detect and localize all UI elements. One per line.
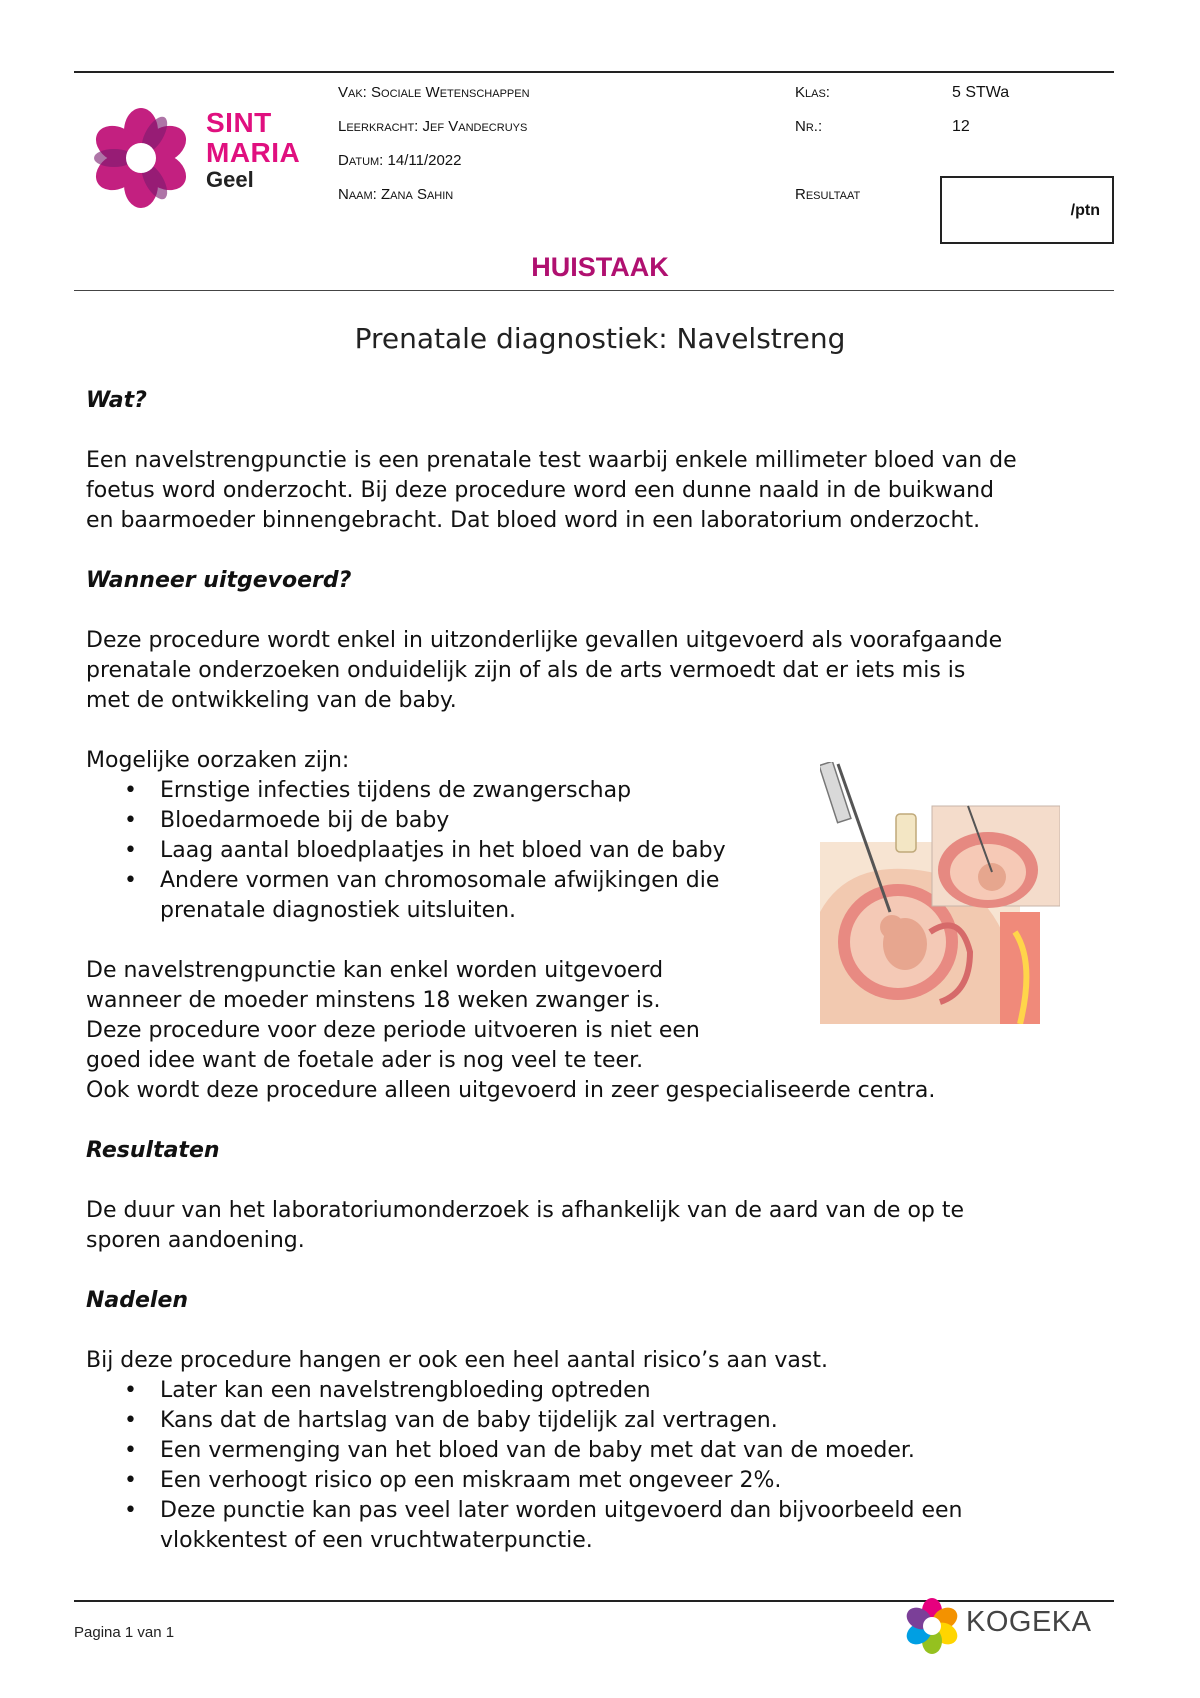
paragraph-line: foetus word onderzocht. Bij deze procedure word een dunne naald in de buikwand xyxy=(86,478,995,503)
flower-logo-icon xyxy=(86,108,196,208)
heading-resultaten: Resultaten xyxy=(86,1138,220,1163)
list-item: • Kans dat de hartslag van de baby tijdelijk zal vertragen. xyxy=(86,1406,1126,1436)
nr-value: 12 xyxy=(952,118,970,135)
list-item: • Een vermenging van het bloed van de baby met dat van de moeder. xyxy=(86,1436,1126,1466)
list-item: • Een verhoogt risico op een miskraam met ongeveer 2%. xyxy=(86,1466,1126,1496)
top-rule xyxy=(74,71,1114,73)
kogeka-wordmark: KOGEKA xyxy=(966,1606,1092,1638)
result-box xyxy=(940,176,1114,244)
paragraph-line: goed idee want de foetale ader is nog veel te teer. xyxy=(86,1048,644,1073)
paragraph-line: met de ontwikkeling van de baby. xyxy=(86,688,457,713)
heading-nadelen: Nadelen xyxy=(86,1288,189,1313)
paragraph-line: sporen aandoening. xyxy=(86,1228,305,1253)
logo-sint: SINT xyxy=(206,107,272,138)
paragraph-line: Deze procedure wordt enkel in uitzonderlijke gevallen uitgevoerd als voorafgaande xyxy=(86,628,1003,653)
nadelen-intro: Bij deze procedure hangen er ook een heel aantal risico’s aan vast. xyxy=(86,1348,828,1373)
logo-wordmark xyxy=(206,108,300,192)
list-item: • Ernstige infecties tijdens de zwangerschap xyxy=(86,776,1126,806)
naam-field: Naam: Zana Sahin xyxy=(338,186,454,203)
paragraph-line: Ook wordt deze procedure alleen uitgevoerd in zeer gespecialiseerde centra. xyxy=(86,1078,936,1103)
heading-wanneer: Wanneer uitgevoerd? xyxy=(86,568,352,593)
logo-geel: Geel xyxy=(206,167,254,192)
page-banner: HUISTAAK xyxy=(531,252,669,282)
heading-wat: Wat? xyxy=(86,388,147,413)
list-item: • Andere vormen van chromosomale afwijkingen die xyxy=(86,866,1126,896)
list-item: • Bloedarmoede bij de baby xyxy=(86,806,1126,836)
list-item: • Deze punctie kan pas veel later worden uitgevoerd dan bijvoorbeeld een xyxy=(86,1496,1126,1526)
nr-label: Nr.: xyxy=(795,118,823,135)
cordocentesis-illustration xyxy=(820,762,1060,1024)
paragraph-line: De navelstrengpunctie kan enkel worden uitgevoerd xyxy=(86,958,664,983)
klas-label: Klas: xyxy=(795,84,830,101)
leerkracht-field: Leerkracht: Jef Vandecruys xyxy=(338,118,528,135)
page-title: Prenatale diagnostiek: Navelstreng xyxy=(354,322,846,355)
medical-illustration-icon xyxy=(820,762,1060,1024)
datum-field: Datum: 14/11/2022 xyxy=(338,152,462,169)
paragraph-line: Een navelstrengpunctie is een prenatale test waarbij enkele millimeter bloed van de xyxy=(86,448,1017,473)
vak-field: Vak: Sociale Wetenschappen xyxy=(338,84,530,101)
list-item: • Later kan een navelstrengbloeding optreden xyxy=(86,1376,1126,1406)
list-item-continuation: vlokkentest of een vruchtwaterpunctie. xyxy=(160,1528,593,1553)
paragraph-line: Deze procedure voor deze periode uitvoeren is niet een xyxy=(86,1018,700,1043)
kogeka-logo xyxy=(904,1598,1114,1654)
klas-value: 5 STWa xyxy=(952,84,1010,101)
logo-maria: MARIA xyxy=(206,137,301,168)
nadelen-list xyxy=(86,1376,1126,1556)
resultaat-label: Resultaat xyxy=(795,186,861,203)
list-item-continuation: prenatale diagnostiek uitsluiten. xyxy=(160,898,517,923)
paragraph-line: prenatale onderzoeken onduidelijk zijn of als de arts vermoedt dat er iets mis is xyxy=(86,658,966,683)
paragraph-line: wanneer de moeder minstens 18 weken zwanger is. xyxy=(86,988,661,1013)
paragraph-line: en baarmoeder binnengebracht. Dat bloed word in een laboratorium onderzocht. xyxy=(86,508,981,533)
oorzaken-intro: Mogelijke oorzaken zijn: xyxy=(86,748,350,773)
sint-maria-logo xyxy=(86,108,308,208)
result-unit: /ptn xyxy=(1070,202,1100,219)
list-item: • Laag aantal bloedplaatjes in het bloed van de baby xyxy=(86,836,1126,866)
banner-rule xyxy=(74,290,1114,291)
paragraph-line: De duur van het laboratoriumonderzoek is afhankelijk van de aard van de op te xyxy=(86,1198,965,1223)
kogeka-flower-icon xyxy=(904,1598,960,1654)
page-number: Pagina 1 van 1 xyxy=(74,1624,175,1641)
